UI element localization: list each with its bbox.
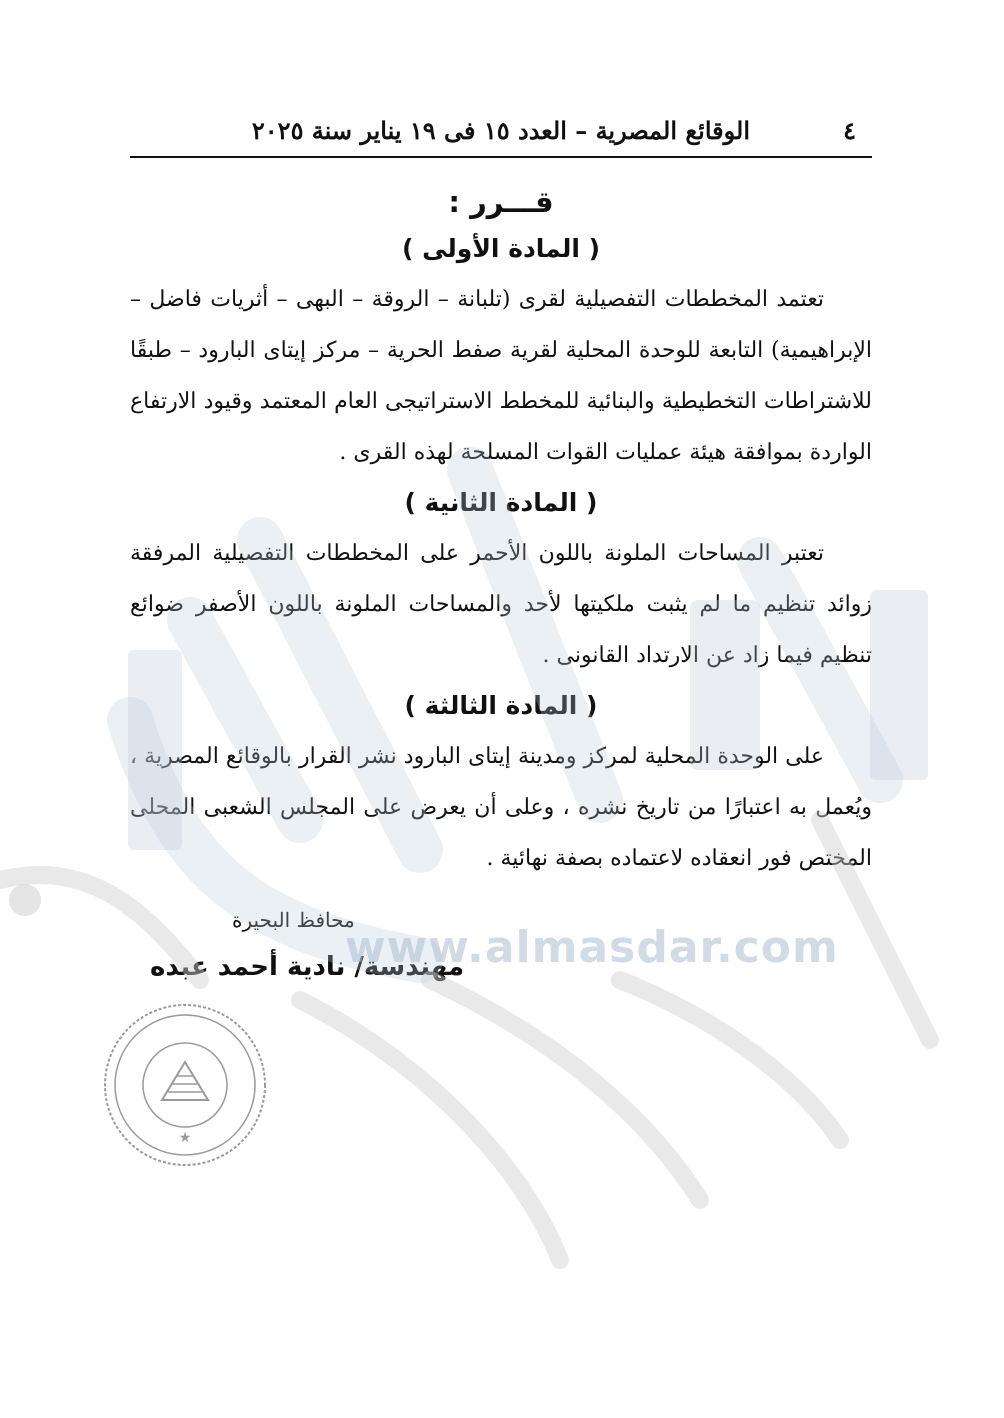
article-3-body: على الوحدة المحلية لمركز ومدينة إيتاى البارود نشر القرار بالوقائع المصرية ، ويُعمل به اعتبارًا من تاريخ نشره ، وعلى أن يعرض على المجلس الشعبى المحلى المختص فور انعقاده لاعتماده بصفة نهائية . [130, 744, 872, 871]
article-1-text [130, 274, 872, 478]
decree-body [130, 180, 872, 884]
signatory-title: محافظ البحيرة [232, 908, 355, 932]
svg-text:★: ★ [178, 1130, 192, 1146]
page-header [130, 112, 872, 158]
article-2-body: تعتبر المساحات الملونة باللون الأحمر على المخططات التفصيلية المرفقة زوائد تنظيم ما لم يثبت ملكيتها لأحد والمساحات الملونة باللون الأصفر ضوائع تنظيم فيما زاد عن الارتداد القانونى . [130, 541, 872, 668]
article-2-title: ( المادة الثانية ) [404, 488, 598, 517]
article-2-text [130, 528, 872, 681]
page-number: ٤ [843, 116, 856, 145]
article-3-title: ( المادة الثالثة ) [404, 691, 598, 720]
article-3-text [130, 731, 872, 884]
signatory-name: مهندسة/ نادية أحمد عبده [150, 952, 465, 982]
watermark-url: www.almasdar.com [345, 922, 839, 973]
article-1-title: ( المادة الأولى ) [401, 234, 601, 263]
issue-line: الوقائع المصرية – العدد ١٥ فى ١٩ يناير سنة ٢٠٢٥ [251, 116, 750, 145]
decree-heading: قـــرر : [448, 185, 554, 219]
article-1-body: تعتمد المخططات التفصيلية لقرى (تلبانة – الروقة – البهى – أثريات فاضل – الإبراهيمية) التابعة للوحدة المحلية لقرية صفط الحرية – مركز إيتاى البارود – طبقًا للاشتراطات التخطيطية والبنائية للمخطط الاستراتيجى العام المعتمد وقيود الارتفاع الواردة بموافقة هيئة عمليات القوات المسلحة لهذه القرى . [130, 287, 872, 465]
